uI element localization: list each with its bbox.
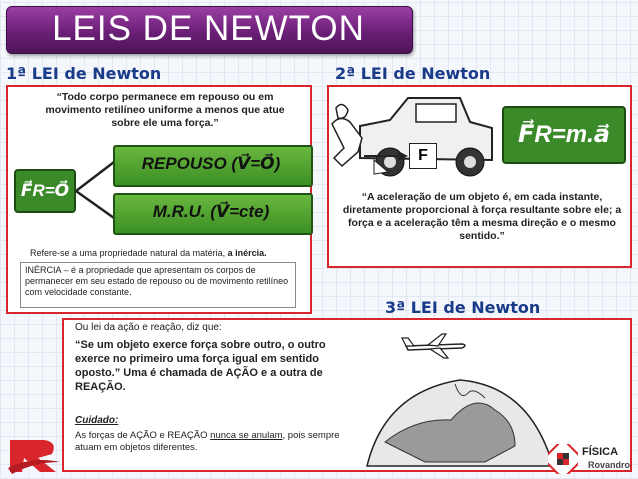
law3-quote: “Se um objeto exerce força sobre outro, o outro exerce no primeiro uma força igual em sentido oposto.” Uma é chamada de AÇÃO e a outra de REAÇÃO. xyxy=(75,339,326,393)
brand-name: FÍSICA xyxy=(582,446,619,458)
airplane-icon xyxy=(400,330,470,360)
law1-quote: “Todo corpo permanece em repouso ou em movimento retilíneo uniforme a menos que atue sobre ele uma força.” xyxy=(45,91,285,129)
law3-intro: Ou lei da ação e reação, diz que: xyxy=(75,322,222,333)
force-label: F xyxy=(409,143,437,169)
brand-author: Rovandro xyxy=(588,460,631,470)
force-arrow-icon xyxy=(362,148,410,164)
inertia-note-bold: a inércia. xyxy=(227,248,267,258)
law1-title: 1ª LEI de Newton xyxy=(6,64,162,83)
caution-text-post: , pois sempre atuam em objetos diferentes. xyxy=(75,430,340,453)
caution-text-pre: As forças de AÇÃO e REAÇÃO xyxy=(75,430,211,441)
law2-title: 2ª LEI de Newton xyxy=(335,64,491,83)
globe-icon xyxy=(365,362,555,468)
repouso-label: REPOUSO (V⃗=O⃗) xyxy=(141,154,281,173)
mru-label: M.R.U. (V⃗=cte) xyxy=(152,202,270,221)
law2-formula: F⃗R=m.a⃗ xyxy=(502,106,626,164)
caution-text-underline: nunca se anulam xyxy=(210,430,283,441)
inertia-note-text: Refere-se a uma propriedade natural da matéria, xyxy=(30,248,228,258)
branch-arrows xyxy=(74,150,118,232)
caution-text xyxy=(75,430,345,454)
checkered-logo-icon xyxy=(548,444,578,474)
car-push-illustration xyxy=(330,88,500,188)
logo-swoosh-icon xyxy=(4,436,62,476)
page-title: LEIS DE NEWTON xyxy=(52,9,365,48)
law3-title: 3ª LEI de Newton xyxy=(385,298,541,317)
law1-formula: F⃗R=O⃗ xyxy=(14,169,76,213)
caution-label: Cuidado: xyxy=(75,415,119,426)
inertia-definition: INÉRCIA – é a propriedade que apresentam os corpos de permanecer em seu estado de repouso ou de movimento retilíneo com velocidade constante. xyxy=(20,262,296,308)
inertia-note xyxy=(30,248,310,259)
law2-quote: “A aceleração de um objeto é, em cada instante, diretamente proporcional à força resultante sobre ele; a força e a aceleração têm a mesma direção e o mesmo sentido.” xyxy=(342,191,622,242)
